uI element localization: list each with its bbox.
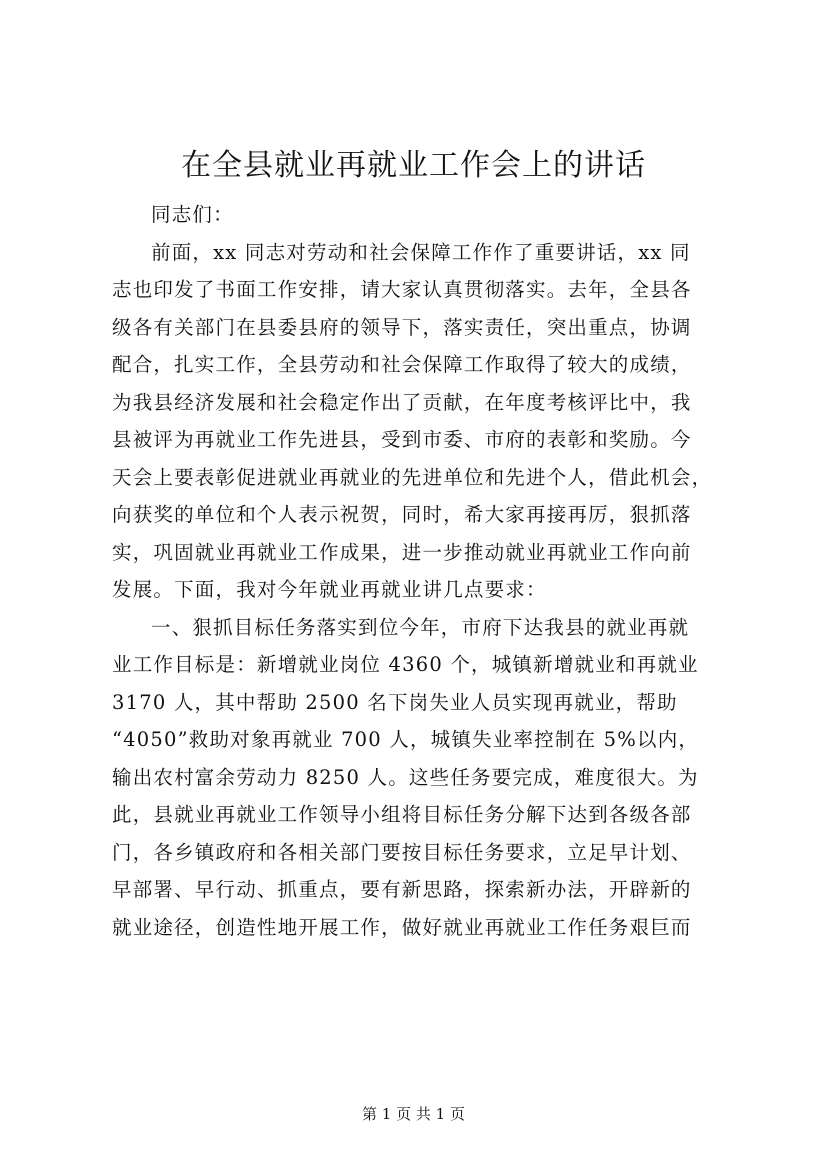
paragraph-line: 县被评为再就业工作先进县，受到市委、市府的表彰和奖励。今	[112, 428, 692, 451]
paragraph-line: 发展。下面，我对今年就业再就业讲几点要求：	[112, 578, 547, 601]
salutation-line: 同志们：	[151, 203, 234, 226]
paragraph-line: 早部署、早行动、抓重点，要有新思路，探索新办法，开辟新的	[112, 878, 692, 901]
paragraph-line: 此，县就业再就业工作领导小组将目标任务分解下达到各级各部	[112, 803, 692, 826]
paragraph-line: 输出农村富余劳动力 8250 人。这些任务要完成，难度很大。为	[112, 765, 699, 789]
paragraph-line: 志也印发了书面工作安排，请大家认真贯彻落实。去年，全县各	[112, 278, 692, 301]
paragraph-line: 级各有关部门在县委县府的领导下，落实责任，突出重点，协调	[112, 315, 692, 339]
paragraph-line: 向获奖的单位和个人表示祝贺，同时，希大家再接再厉，狠抓落	[112, 503, 692, 526]
paragraph-line: 门，各乡镇政府和各相关部门要按目标任务要求，立足早计划、	[112, 840, 692, 864]
paragraph-line: “4050”救助对象再就业 700 人，城镇失业率控制在 5%以内，	[112, 728, 700, 751]
page-footer: 第 1 页 共 1 页	[362, 1105, 465, 1123]
paragraph-line: 天会上要表彰促进就业再就业的先进单位和先进个人，借此机会，	[112, 465, 713, 489]
paragraph-line: 前面，xx 同志对劳动和社会保障工作作了重要讲话，xx 同	[151, 240, 691, 264]
paragraph-line: 为我县经济发展和社会稳定作出了贡献，在年度考核评比中，我	[112, 390, 692, 414]
paragraph-line: 实，巩固就业再就业工作成果，进一步推动就业再就业工作向前	[112, 540, 692, 564]
paragraph-line: 就业途径，创造性地开展工作，做好就业再就业工作任务艰巨而	[112, 915, 692, 939]
paragraph-line: 业工作目标是：新增就业岗位 4360 个，城镇新增就业和再就业	[112, 653, 699, 676]
paragraph-line: 一、狠抓目标任务落实到位今年，市府下达我县的就业再就	[151, 615, 690, 639]
paragraph-line: 3170 人，其中帮助 2500 名下岗失业人员实现再就业，帮助	[112, 690, 678, 714]
document-title: 在全县就业再就业工作会上的讲话	[181, 148, 646, 183]
document-body	[112, 196, 730, 946]
paragraph-line: 配合，扎实工作，全县劳动和社会保障工作取得了较大的成绩，	[112, 353, 692, 376]
